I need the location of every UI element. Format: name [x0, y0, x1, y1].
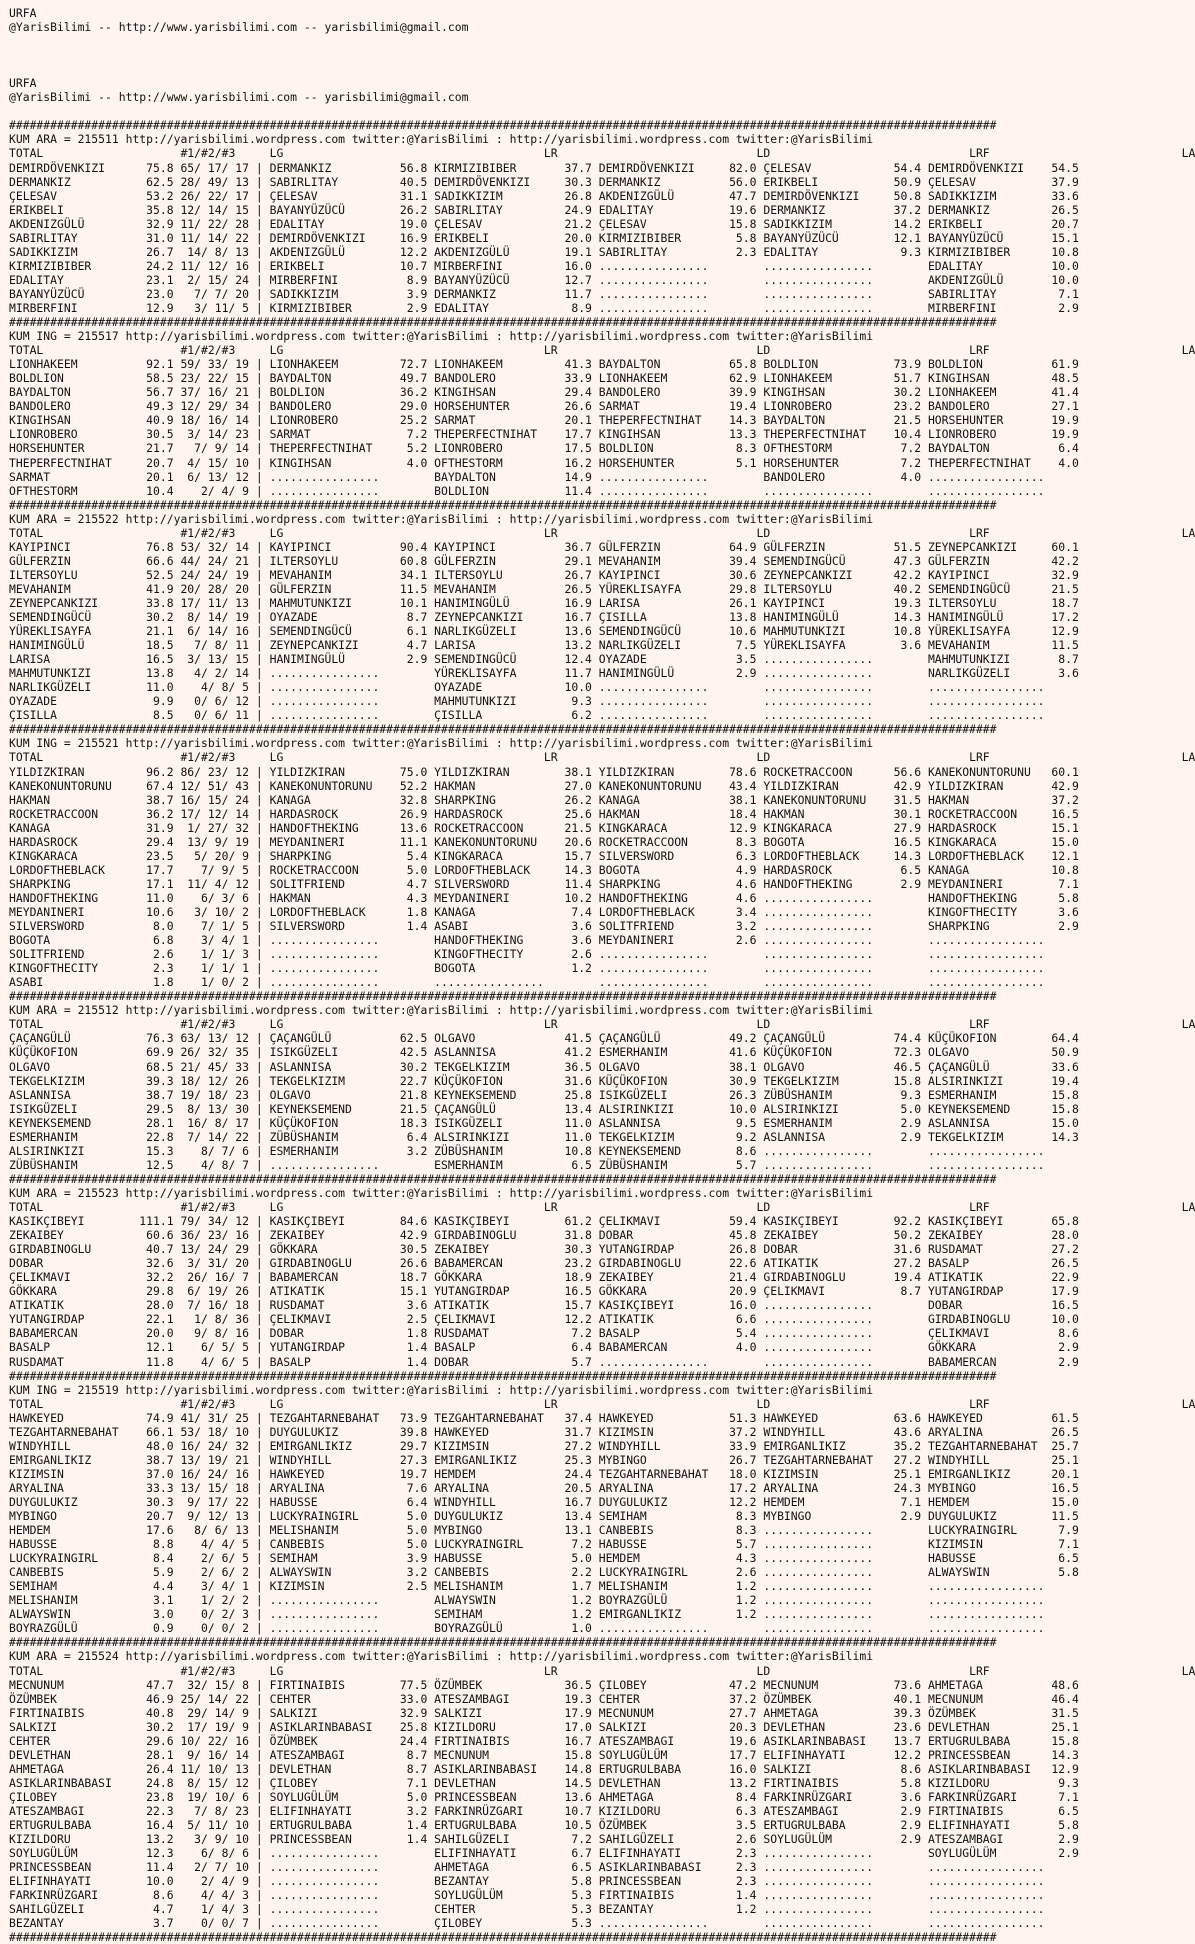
table-row: MIRBERFINI 12.9 3/ 11/ 5 | KIRMIZIBIBER 2.9 EDALITAY 8.9 ................ ................ MIRBERFINI 2.9 [9, 300, 1079, 315]
table-row: LARISA 16.5 3/ 13/ 15 | HANIMINGÜLÜ 2.9 SEMENDINGÜCÜ 12.4 OYAZADE 3.5 ................ MAHMUTUNKIZI 8.7 [9, 652, 1079, 667]
table-row: ASABI 1.8 1/ 0/ 2 | ................ ................ ................ ................ ................. [9, 975, 1045, 990]
table-row: OYAZADE 9.9 0/ 6/ 12 | ................ MAHMUTUNKIZI 9.3 ................ ................ ................. [9, 694, 1045, 709]
table-row: MECNUNUM 47.7 32/ 15/ 8 | FIRTINAIBIS 77.5 ÖZÜMBEK 36.5 ÇILOBEY 47.2 MECNUNUM 73.6 AHMETAGA 48.6 [9, 1677, 1079, 1692]
table-row: KIZILDORU 13.2 3/ 9/ 10 | PRINCESSBEAN 1.4 SAHILGÜZELI 7.2 SAHILGÜZELI 2.6 SOYLUGÜLÜM 2.9 ATESZAMBAGI 2.9 [9, 1832, 1079, 1847]
table-row: KIZIMSIN 37.0 16/ 24/ 16 | HAWKEYED 19.7 HEMDEM 24.4 TEZGAHTARNEBAHAT 18.0 KIZIMSIN 25.1 EMIRGANLIKIZ 20.1 [9, 1466, 1079, 1481]
table-row: HABUSSE 8.8 4/ 4/ 5 | CANBEBIS 5.0 LUCKYRAINGIRL 7.2 HABUSSE 5.7 ................ KIZIMSIN 7.1 [9, 1537, 1079, 1552]
column-header-row: TOTAL #1/#2/#3 LG LR LD LRF LA [9, 343, 1195, 358]
table-row: AKDENIZGÜLÜ 32.9 11/ 22/ 28 | EDALITAY 19.0 ÇELESAV 21.2 ÇELESAV 15.8 SADIKKIZIM 14.2 ERIKBELI 20.7 [9, 216, 1079, 231]
table-row: BANDOLERO 49.3 12/ 29/ 34 | BANDOLERO 29.0 HORSEHUNTER 26.6 SARMAT 19.4 LIONROBERO 23.2 BANDOLERO 27.1 [9, 399, 1079, 414]
table-row: YÜREKLISAYFA 21.1 6/ 14/ 16 | SEMENDINGÜCÜ 6.1 NARLIKGÜZELI 13.6 SEMENDINGÜCÜ 10.6 MAHMUTUNKIZI 10.8 YÜREKLISAYFA 12.9 [9, 624, 1079, 639]
table-row: SOLITFRIEND 2.6 1/ 1/ 3 | ................ KINGOFTHECITY 2.6 ................ ................ ................. [9, 947, 1045, 962]
table-row: KAYIPINCI 76.8 53/ 32/ 14 | KAYIPINCI 90.4 KAYIPINCI 36.7 GÜLFERZIN 64.9 GÜLFERZIN 51.5 ZEYNEPCANKIZI 60.1 [9, 539, 1079, 554]
table-row: ESMERHANIM 22.8 7/ 14/ 22 | ZÜBÜSHANIM 6.4 ALSIRINKIZI 11.0 TEKGELKIZIM 9.2 ASLANNISA 2.9 TEKGELKIZIM 14.3 [9, 1129, 1079, 1144]
table-row: GIRDABINOGLU 40.7 13/ 24/ 29 | GÖKKARA 30.5 ZEKAIBEY 30.3 YUTANGIRDAP 26.8 DOBAR 31.6 RUSDAMAT 27.2 [9, 1242, 1079, 1257]
table-row: KÜÇÜKOFION 69.9 26/ 32/ 35 | ISIKGÜZELI 42.5 ASLANNISA 41.2 ESMERHANIM 41.6 KÜÇÜKOFION 72.3 OLGAVO 50.9 [9, 1045, 1079, 1060]
race-title: KUM ARA = 215511 http://yarisbilimi.wordpress.com twitter:@YarisBilimi : http://yarisbilimi.wordpress.com twitter:@YarisBilimi [9, 132, 874, 147]
column-header-row: TOTAL #1/#2/#3 LG LR LD LRF LA [9, 1663, 1195, 1678]
table-row: TEZGAHTARNEBAHAT 66.1 53/ 18/ 10 | DUYGULUKIZ 39.8 HAWKEYED 31.7 KIZIMSIN 37.2 WINDYHILL 43.6 ARYALINA 26.5 [9, 1424, 1079, 1439]
table-row: OFTHESTORM 10.4 2/ 4/ 9 | ................ BOLDLION 11.4 ................ ................ ................. [9, 483, 1045, 498]
table-row: LORDOFTHEBLACK 17.7 7/ 9/ 5 | ROCKETRACCOON 5.0 LORDOFTHEBLACK 14.3 BOGOTA 4.9 HARDASROCK 6.5 KANAGA 10.8 [9, 862, 1079, 877]
table-row: FIRTINAIBIS 40.8 29/ 14/ 9 | SALKIZI 32.9 SALKIZI 17.9 MECNUNUM 27.7 AHMETAGA 39.3 ÖZÜMBEK 31.5 [9, 1705, 1079, 1720]
table-row: SALKIZI 30.2 17/ 19/ 9 | ASIKLARINBABASI 25.8 KIZILDORU 17.0 SALKIZI 20.3 DEVLETHAN 23.6 DEVLETHAN 25.1 [9, 1719, 1079, 1734]
table-row: DEVLETHAN 28.1 9/ 16/ 14 | ATESZAMBAGI 8.7 MECNUNUM 15.8 SOYLUGÜLÜM 17.7 ELIFINHAYATI 12.2 PRINCESSBEAN 14.3 [9, 1747, 1079, 1762]
separator-line: ################################################################################################################################################ [9, 118, 997, 133]
table-row: HANIMINGÜLÜ 18.5 7/ 8/ 11 | ZEYNEPCANKIZI 4.7 LARISA 13.2 NARLIKGÜZELI 7.5 YÜREKLISAYFA 3.6 MEVAHANIM 11.5 [9, 638, 1079, 653]
table-row: LUCKYRAINGIRL 8.4 2/ 6/ 5 | SEMIHAM 3.9 HABUSSE 5.0 HEMDEM 4.3 ................ HABUSSE 6.5 [9, 1551, 1079, 1566]
city-title-repeat: URFA [9, 76, 37, 91]
race-title: KUM ING = 215519 http://yarisbilimi.wordpress.com twitter:@YarisBilimi : http://yarisbilimi.wordpress.com twitter:@YarisBilimi [9, 1382, 874, 1397]
table-row: BAYDALTON 56.7 37/ 16/ 21 | BOLDLION 36.2 KINGIHSAN 29.4 BANDOLERO 39.9 KINGIHSAN 30.2 LIONHAKEEM 41.4 [9, 385, 1079, 400]
table-row: HAWKEYED 74.9 41/ 31/ 25 | TEZGAHTARNEBAHAT 73.9 TEZGAHTARNEBAHAT 37.4 HAWKEYED 51.3 HAWKEYED 63.6 HAWKEYED 61.5 [9, 1410, 1079, 1425]
table-row: SHARPKING 17.1 11/ 4/ 12 | SOLITFRIEND 4.7 SILVERSWORD 11.4 SHARPKING 4.6 HANDOFTHEKING 2.9 MEYDANINERI 7.1 [9, 876, 1079, 891]
table-row: FARKINRÜZGARI 8.6 4/ 4/ 3 | ................ SOYLUGÜLÜM 5.3 FIRTINAIBIS 1.4 ................ ................. [9, 1888, 1045, 1903]
contact-line: @YarisBilimi -- http://www.yarisbilimi.com -- yarisbilimi@gmail.com [9, 20, 469, 35]
table-row: ILTERSOYLU 52.5 24/ 24/ 19 | MEVAHANIM 34.1 ILTERSOYLU 26.7 KAYIPINCI 30.6 ZEYNEPCANKIZI 42.2 KAYIPINCI 32.9 [9, 567, 1079, 582]
table-row: ZÜBÜSHANIM 12.5 4/ 8/ 7 | ................ ESMERHANIM 6.5 ZÜBÜSHANIM 5.7 ................ ................. [9, 1157, 1045, 1172]
table-row: SEMENDINGÜCÜ 30.2 8/ 14/ 19 | OYAZADE 8.7 ZEYNEPCANKIZI 16.7 ÇISILLA 13.8 HANIMINGÜLÜ 14.3 HANIMINGÜLÜ 17.2 [9, 610, 1079, 625]
table-row: HORSEHUNTER 21.7 7/ 9/ 14 | THEPERFECTNIHAT 5.2 LIONROBERO 17.5 BOLDLION 8.3 OFTHESTORM 7.2 BAYDALTON 6.4 [9, 441, 1079, 456]
column-header-row: TOTAL #1/#2/#3 LG LR LD LRF LA [9, 1396, 1195, 1411]
table-row: OLGAVO 68.5 21/ 45/ 33 | ASLANNISA 30.2 TEKGELKIZIM 36.5 OLGAVO 38.1 OLGAVO 46.5 ÇAÇANGÜLÜ 33.6 [9, 1059, 1079, 1074]
table-row: MEVAHANIM 41.9 20/ 28/ 20 | GÜLFERZIN 11.5 MEVAHANIM 26.5 YÜREKLISAYFA 29.8 ILTERSOYLU 40.2 SEMENDINGÜCÜ 21.5 [9, 581, 1079, 596]
column-header-row: TOTAL #1/#2/#3 LG LR LD LRF LA [9, 750, 1195, 765]
contact-line-repeat: @YarisBilimi -- http://www.yarisbilimi.com -- yarisbilimi@gmail.com [9, 90, 469, 105]
table-row: BEZANTAY 3.7 0/ 0/ 7 | ................ ÇILOBEY 5.3 ................ ................ ................. [9, 1916, 1045, 1931]
table-row: SAHILGÜZELI 4.7 1/ 4/ 3 | ................ CEHTER 5.3 BEZANTAY 1.2 ................ ................. [9, 1902, 1045, 1917]
table-row: ÇAÇANGÜLÜ 76.3 63/ 13/ 12 | ÇAÇANGÜLÜ 62.5 OLGAVO 41.5 ÇAÇANGÜLÜ 49.2 ÇAÇANGÜLÜ 74.4 KÜÇÜKOFION 64.4 [9, 1031, 1079, 1046]
table-row: BOGOTA 6.8 3/ 4/ 1 | ................ HANDOFTHEKING 3.6 MEYDANINERI 2.6 ................ ................. [9, 933, 1045, 948]
table-row: BABAMERCAN 20.0 9/ 8/ 16 | DOBAR 1.8 RUSDAMAT 7.2 BASALP 5.4 ................ ÇELIKMAVI 8.6 [9, 1326, 1079, 1341]
race-tables [9, 118, 1195, 1944]
table-row: PRINCESSBEAN 11.4 2/ 7/ 10 | ................ AHMETAGA 6.5 ASIKLARINBABASI 2.3 ................ ................. [9, 1860, 1045, 1875]
column-header-row: TOTAL #1/#2/#3 LG LR LD LRF LA [9, 1199, 1195, 1214]
separator-line: ################################################################################################################################################ [9, 1368, 997, 1383]
table-row: KINGKARACA 23.5 5/ 20/ 9 | SHARPKING 5.4 KINGKARACA 15.7 SILVERSWORD 6.3 LORDOFTHEBLACK 14.3 LORDOFTHEBLACK 12.1 [9, 848, 1079, 863]
column-header-row: TOTAL #1/#2/#3 LG LR LD LRF LA [9, 525, 1195, 540]
table-row: RUSDAMAT 11.8 4/ 6/ 5 | BASALP 1.4 DOBAR 5.7 ................ ................ BABAMERCAN 2.9 [9, 1354, 1079, 1369]
table-row: SADIKKIZIM 26.7 14/ 8/ 13 | AKDENIZGÜLÜ 12.2 AKDENIZGÜLÜ 19.1 SABIRLITAY 2.3 EDALITAY 9.3 KIRMIZIBIBER 10.8 [9, 244, 1079, 259]
race-title: KUM ING = 215521 http://yarisbilimi.wordpress.com twitter:@YarisBilimi : http://yarisbilimi.wordpress.com twitter:@YarisBilimi [9, 736, 874, 751]
race-title: KUM ARA = 215524 http://yarisbilimi.wordpress.com twitter:@YarisBilimi : http://yarisbilimi.wordpress.com twitter:@YarisBilimi [9, 1649, 874, 1664]
race-title: KUM ING = 215517 http://yarisbilimi.wordpress.com twitter:@YarisBilimi : http://yarisbilimi.wordpress.com twitter:@YarisBilimi [9, 329, 874, 344]
table-row: KINGIHSAN 40.9 18/ 16/ 14 | LIONROBERO 25.2 SARMAT 20.1 THEPERFECTNIHAT 14.3 BAYDALTON 21.5 HORSEHUNTER 19.9 [9, 413, 1079, 428]
table-row: ROCKETRACCOON 36.2 17/ 12/ 14 | HARDASROCK 26.9 HARDASROCK 25.6 HAKMAN 18.4 HAKMAN 30.1 ROCKETRACCOON 16.5 [9, 806, 1079, 821]
table-row: HARDASROCK 29.4 13/ 9/ 19 | MEYDANINERI 11.1 KANEKONUNTORUNU 20.6 ROCKETRACCOON 8.3 BOGOTA 16.5 KINGKARACA 15.0 [9, 834, 1079, 849]
race-title: KUM ARA = 215512 http://yarisbilimi.wordpress.com twitter:@YarisBilimi : http://yarisbilimi.wordpress.com twitter:@YarisBilimi [9, 1003, 874, 1018]
table-row: KINGOFTHECITY 2.3 1/ 1/ 1 | ................ BOGOTA 1.2 ................ ................ ................. [9, 961, 1045, 976]
table-row: ÇELIKMAVI 32.2 26/ 16/ 7 | BABAMERCAN 18.7 GÖKKARA 18.9 ZEKAIBEY 21.4 GIRDABINOGLU 19.4 ATIKATIK 22.9 [9, 1270, 1079, 1285]
table-row: ATESZAMBAGI 22.3 7/ 8/ 23 | ELIFINHAYATI 3.2 FARKINRÜZGARI 10.7 KIZILDORU 6.3 ATESZAMBAGI 2.9 FIRTINAIBIS 6.5 [9, 1804, 1079, 1818]
table-row: ELIFINHAYATI 10.0 2/ 4/ 9 | ................ BEZANTAY 5.8 PRINCESSBEAN 2.3 ................ ................. [9, 1874, 1045, 1889]
table-row: TEKGELKIZIM 39.3 18/ 12/ 26 | TEKGELKIZIM 22.7 KÜÇÜKOFION 31.6 KÜÇÜKOFION 30.9 TEKGELKIZIM 15.8 ALSIRINKIZI 19.4 [9, 1073, 1079, 1088]
column-header-row: TOTAL #1/#2/#3 LG LR LD LRF LA [9, 146, 1195, 161]
city-title: URFA [9, 6, 37, 20]
table-row: BOYRAZGÜLÜ 0.9 0/ 0/ 2 | ................ BOYRAZGÜLÜ 1.0 ................ ................ ................. [9, 1621, 1045, 1636]
table-row: KANEKONUNTORUNU 67.4 12/ 51/ 43 | KANEKONUNTORUNU 52.2 HAKMAN 27.0 KANEKONUNTORUNU 43.4 YILDIZKIRAN 42.9 YILDIZKIRAN 42.9 [9, 778, 1079, 793]
table-row: ASLANNISA 38.7 19/ 18/ 23 | OLGAVO 21.8 KEYNEKSEMEND 25.8 ISIKGÜZELI 26.3 ZÜBÜSHANIM 9.3 ESMERHANIM 15.8 [9, 1087, 1079, 1102]
table-row: GÜLFERZIN 66.6 44/ 24/ 21 | ILTERSOYLU 60.8 GÜLFERZIN 29.1 MEVAHANIM 39.4 SEMENDINGÜCÜ 47.3 GÜLFERZIN 42.2 [9, 553, 1079, 568]
race-title: KUM ARA = 215522 http://yarisbilimi.wordpress.com twitter:@YarisBilimi : http://yarisbilimi.wordpress.com twitter:@YarisBilimi [9, 511, 874, 526]
table-row: ZEKAIBEY 60.6 36/ 23/ 16 | ZEKAIBEY 42.9 GIRDABINOGLU 31.8 DOBAR 45.8 ZEKAIBEY 50.2 ZEKAIBEY 28.0 [9, 1228, 1079, 1243]
separator-line: ################################################################################################################################################ [9, 315, 997, 330]
table-row: HAKMAN 38.7 16/ 15/ 24 | KANAGA 32.8 SHARPKING 26.2 KANAGA 38.1 KANEKONUNTORUNU 31.5 HAKMAN 37.2 [9, 792, 1079, 807]
separator-line: ################################################################################################################################################ [9, 1635, 997, 1650]
table-row: SEMIHAM 4.4 3/ 4/ 1 | KIZIMSIN 2.5 MELISHANIM 1.7 MELISHANIM 1.2 ................ ................. [9, 1579, 1045, 1594]
table-row: EDALITAY 23.1 2/ 15/ 24 | MIRBERFINI 8.9 BAYANYÜZÜCÜ 12.7 ................ ................ AKDENIZGÜLÜ 10.0 [9, 272, 1079, 287]
separator-line: ################################################################################################################################################ [9, 497, 997, 512]
table-row: BOLDLION 58.5 23/ 22/ 15 | BAYDALTON 49.7 BANDOLERO 33.9 LIONHAKEEM 62.9 LIONHAKEEM 51.7 KINGIHSAN 48.5 [9, 371, 1079, 386]
table-row: MEYDANINERI 10.6 3/ 10/ 2 | LORDOFTHEBLACK 1.8 KANAGA 7.4 LORDOFTHEBLACK 3.4 ................ KINGOFTHECITY 3.6 [9, 905, 1079, 919]
table-row: SILVERSWORD 8.0 7/ 1/ 5 | SILVERSWORD 1.4 ASABI 3.6 SOLITFRIEND 3.2 ................ SHARPKING 2.9 [9, 919, 1079, 934]
table-row: GÖKKARA 29.8 6/ 19/ 26 | ATIKATIK 15.1 YUTANGIRDAP 16.5 GÖKKARA 20.9 ÇELIKMAVI 8.7 YUTANGIRDAP 17.9 [9, 1284, 1079, 1299]
table-row: EMIRGANLIKIZ 38.7 13/ 19/ 21 | WINDYHILL 27.3 EMIRGANLIKIZ 25.3 MYBINGO 26.7 TEZGAHTARNEBAHAT 27.2 WINDYHILL 25.1 [9, 1452, 1079, 1467]
table-row: YUTANGIRDAP 22.1 1/ 8/ 36 | ÇELIKMAVI 2.5 ÇELIKMAVI 12.2 ATIKATIK 6.6 ................ GIRDABINOGLU 10.0 [9, 1312, 1079, 1327]
table-row: BAYANYÜZÜCÜ 23.0 7/ 7/ 20 | SADIKKIZIM 3.9 DERMANKIZ 11.7 ................ ................ SABIRLITAY 7.1 [9, 286, 1079, 301]
table-row: SOYLUGÜLÜM 12.3 6/ 8/ 6 | ................ ELIFINHAYATI 6.7 ELIFINHAYATI 2.3 ................ SOYLUGÜLÜM 2.9 [9, 1846, 1079, 1861]
table-row: KANAGA 31.9 1/ 27/ 32 | HANDOFTHEKING 13.6 ROCKETRACCOON 21.5 KINGKARACA 12.9 KINGKARACA 27.9 HARDASROCK 15.1 [9, 820, 1079, 835]
table-row: BASALP 12.1 6/ 5/ 5 | YUTANGIRDAP 1.4 BASALP 6.4 BABAMERCAN 4.0 ................ GÖKKARA 2.9 [9, 1340, 1079, 1355]
separator-line: ################################################################################################################################################ [9, 989, 997, 1004]
table-row: ÇILOBEY 23.8 19/ 10/ 6 | SOYLUGÜLÜM 5.0 PRINCESSBEAN 13.6 AHMETAGA 8.4 FARKINRÜZGARI 3.6 FARKINRÜZGARI 7.1 [9, 1789, 1079, 1804]
table-row: MYBINGO 20.7 9/ 12/ 13 | LUCKYRAINGIRL 5.0 DUYGULUKIZ 13.4 SEMIHAM 8.3 MYBINGO 2.9 DUYGULUKIZ 11.5 [9, 1509, 1079, 1524]
separator-line: ################################################################################################################################################ [9, 1930, 997, 1944]
separator-line: ################################################################################################################################################ [9, 1171, 997, 1186]
table-row: ALSIRINKIZI 15.3 8/ 7/ 6 | ESMERHANIM 3.2 ZÜBÜSHANIM 10.8 KEYNEKSEMEND 8.6 ................ ................. [9, 1143, 1045, 1158]
table-row: LIONROBERO 30.5 3/ 14/ 23 | SARMAT 7.2 THEPERFECTNIHAT 17.7 KINGIHSAN 13.3 THEPERFECTNIHAT 10.4 LIONROBERO 19.9 [9, 427, 1079, 442]
table-row: ATIKATIK 28.0 7/ 16/ 18 | RUSDAMAT 3.6 ATIKATIK 15.7 KASIKÇIBEYI 16.0 ................ DOBAR 16.5 [9, 1298, 1079, 1313]
table-row: DEMIRDÖVENKIZI 75.8 65/ 17/ 17 | DERMANKIZ 56.8 KIRMIZIBIBER 37.7 DEMIRDÖVENKIZI 82.0 ÇELESAV 54.4 DEMIRDÖVENKIZI 54.5 [9, 160, 1079, 175]
table-row: MELISHANIM 3.1 1/ 2/ 2 | ................ ALWAYSWIN 1.2 BOYRAZGÜLÜ 1.2 ................ ................. [9, 1593, 1045, 1608]
table-row: ISIKGÜZELI 29.5 8/ 13/ 30 | KEYNEKSEMEND 21.5 ÇAÇANGÜLÜ 13.4 ALSIRINKIZI 10.0 ALSIRINKIZI 5.0 KEYNEKSEMEND 15.8 [9, 1101, 1079, 1116]
table-row: CEHTER 29.6 10/ 22/ 16 | ÖZÜMBEK 24.4 FIRTINAIBIS 16.7 ATESZAMBAGI 19.6 ASIKLARINBABASI 13.7 ERTUGRULBABA 15.8 [9, 1733, 1079, 1748]
table-row: ERIKBELI 35.8 12/ 14/ 15 | BAYANYÜZÜCÜ 26.2 SABIRLITAY 24.9 EDALITAY 19.6 DERMANKIZ 37.2 DERMANKIZ 26.5 [9, 202, 1079, 217]
separator-line: ################################################################################################################################################ [9, 722, 997, 737]
table-row: KIRMIZIBIBER 24.2 11/ 12/ 16 | ERIKBELI 10.7 MIRBERFINI 16.0 ................ ................ EDALITAY 10.0 [9, 258, 1079, 273]
table-row: HANDOFTHEKING 11.0 6/ 3/ 6 | HAKMAN 4.3 MEYDANINERI 10.2 HANDOFTHEKING 4.6 ................ HANDOFTHEKING 5.8 [9, 890, 1079, 905]
race-title: KUM ARA = 215523 http://yarisbilimi.wordpress.com twitter:@YarisBilimi : http://yarisbilimi.wordpress.com twitter:@YarisBilimi [9, 1185, 874, 1200]
table-row: LIONHAKEEM 92.1 59/ 33/ 19 | LIONHAKEEM 72.7 LIONHAKEEM 41.3 BAYDALTON 65.8 BOLDLION 73.9 BOLDLION 61.9 [9, 357, 1079, 372]
table-row: ÇELESAV 53.2 26/ 22/ 17 | ÇELESAV 31.1 SADIKKIZIM 26.8 AKDENIZGÜLÜ 47.7 DEMIRDÖVENKIZI 50.8 SADIKKIZIM 33.6 [9, 188, 1079, 203]
table-row: MAHMUTUNKIZI 13.8 4/ 2/ 14 | ................ YÜREKLISAYFA 11.7 HANIMINGÜLÜ 2.9 ................ NARLIKGÜZELI 3.6 [9, 666, 1079, 681]
table-row: HEMDEM 17.6 8/ 6/ 13 | MELISHANIM 5.0 MYBINGO 13.1 CANBEBIS 8.3 ................ LUCKYRAINGIRL 7.9 [9, 1523, 1079, 1538]
table-row: AHMETAGA 26.4 11/ 10/ 13 | DEVLETHAN 8.7 ASIKLARINBABASI 14.8 ERTUGRULBABA 16.0 SALKIZI 8.6 ASIKLARINBABASI 12.9 [9, 1761, 1079, 1776]
table-row: ERTUGRULBABA 16.4 5/ 11/ 10 | ERTUGRULBABA 1.4 ERTUGRULBABA 10.5 ÖZÜMBEK 3.5 ERTUGRULBABA 2.9 ELIFINHAYATI 5.8 [9, 1818, 1079, 1833]
table-row: KEYNEKSEMEND 28.1 16/ 8/ 17 | KÜÇÜKOFION 18.3 ISIKGÜZELI 11.0 ASLANNISA 9.5 ESMERHANIM 2.9 ASLANNISA 15.0 [9, 1115, 1079, 1130]
table-row: DUYGULUKIZ 30.3 9/ 17/ 22 | HABUSSE 6.4 WINDYHILL 16.7 DUYGULUKIZ 12.2 HEMDEM 7.1 HEMDEM 15.0 [9, 1494, 1079, 1509]
table-row: ÇISILLA 8.5 0/ 6/ 11 | ................ ÇISILLA 6.2 ................ ................ ................. [9, 708, 1045, 723]
table-row: ALWAYSWIN 3.0 0/ 2/ 3 | ................ SEMIHAM 1.2 EMIRGANLIKIZ 1.2 ................ ................. [9, 1607, 1045, 1622]
table-row: ZEYNEPCANKIZI 33.8 17/ 11/ 13 | MAHMUTUNKIZI 10.1 HANIMINGÜLÜ 16.9 LARISA 26.1 KAYIPINCI 19.3 ILTERSOYLU 18.7 [9, 595, 1079, 610]
table-row: SABIRLITAY 31.0 11/ 14/ 22 | DEMIRDÖVENKIZI 16.9 ERIKBELI 20.0 KIRMIZIBIBER 5.8 BAYANYÜZÜCÜ 12.1 BAYANYÜZÜCÜ 15.1 [9, 230, 1079, 245]
table-row: ARYALINA 33.3 13/ 15/ 18 | ARYALINA 7.6 ARYALINA 20.5 ARYALINA 17.2 ARYALINA 24.3 MYBINGO 16.5 [9, 1480, 1079, 1495]
table-row: THEPERFECTNIHAT 20.7 4/ 15/ 10 | KINGIHSAN 4.0 OFTHESTORM 16.2 HORSEHUNTER 5.1 HORSEHUNTER 7.2 THEPERFECTNIHAT 4.0 [9, 455, 1079, 470]
table-row: DERMANKIZ 62.5 28/ 49/ 13 | SABIRLITAY 40.5 DEMIRDÖVENKIZI 30.3 DERMANKIZ 56.0 ERIKBELI 50.9 ÇELESAV 37.9 [9, 174, 1079, 189]
table-row: ÖZÜMBEK 46.9 25/ 14/ 22 | CEHTER 33.0 ATESZAMBAGI 19.3 CEHTER 37.2 ÖZÜMBEK 40.1 MECNUNUM 46.4 [9, 1691, 1079, 1706]
table-row: DOBAR 32.6 3/ 31/ 20 | GIRDABINOGLU 26.6 BABAMERCAN 23.2 GIRDABINOGLU 22.6 ATIKATIK 27.2 BASALP 26.5 [9, 1256, 1079, 1271]
table-row: KASIKÇIBEYI 111.1 79/ 34/ 12 | KASIKÇIBEYI 84.6 KASIKÇIBEYI 61.2 ÇELIKMAVI 59.4 KASIKÇIBEYI 92.2 KASIKÇIBEYI 65.8 [9, 1214, 1079, 1229]
table-row: WINDYHILL 48.0 16/ 24/ 32 | EMIRGANLIKIZ 29.7 KIZIMSIN 27.2 WINDYHILL 33.9 EMIRGANLIKIZ 35.2 TEZGAHTARNEBAHAT 25.7 [9, 1438, 1079, 1453]
table-row: YILDIZKIRAN 96.2 86/ 23/ 12 | YILDIZKIRAN 75.0 YILDIZKIRAN 38.1 YILDIZKIRAN 78.6 ROCKETRACCOON 56.6 KANEKONUNTORUNU 60.1 [9, 764, 1079, 779]
column-header-row: TOTAL #1/#2/#3 LG LR LD LRF LA [9, 1017, 1195, 1032]
table-row: NARLIKGÜZELI 11.0 4/ 8/ 5 | ................ OYAZADE 10.0 ................ ................ ................. [9, 680, 1045, 695]
table-row: CANBEBIS 5.9 2/ 6/ 2 | ALWAYSWIN 3.2 CANBEBIS 2.2 LUCKYRAINGIRL 2.6 ................ ALWAYSWIN 5.8 [9, 1565, 1079, 1580]
table-row: ASIKLARINBABASI 24.8 8/ 15/ 12 | ÇILOBEY 7.1 DEVLETHAN 14.5 DEVLETHAN 13.2 FIRTINAIBIS 5.8 KIZILDORU 9.3 [9, 1775, 1079, 1790]
table-row: SARMAT 20.1 6/ 13/ 12 | ................ BAYDALTON 14.9 ................ BANDOLERO 4.0 ................. [9, 469, 1045, 484]
